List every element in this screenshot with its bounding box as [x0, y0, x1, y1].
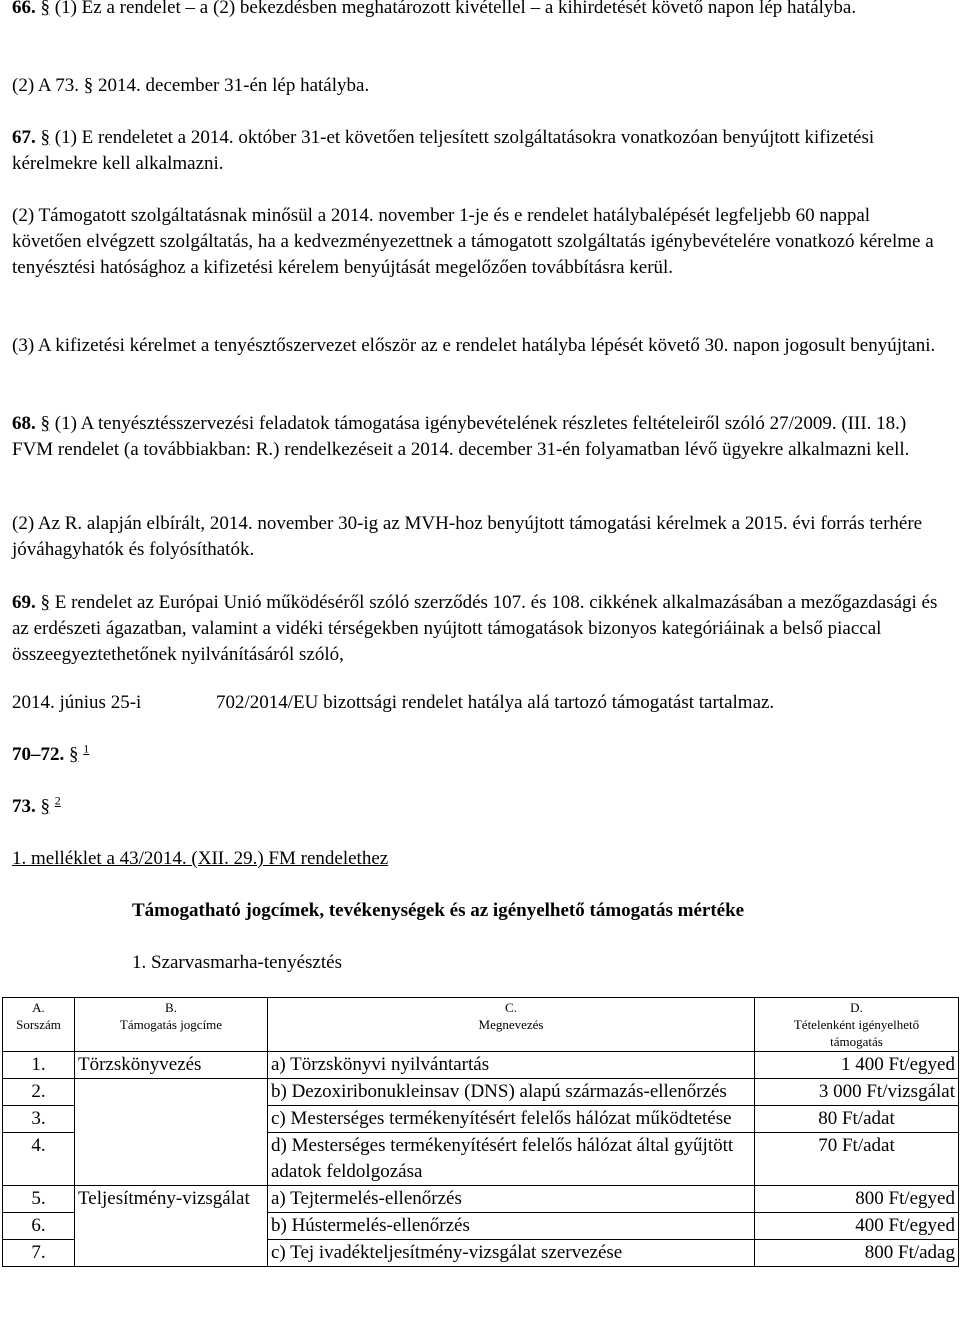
activity-name: a) Törzskönyvi nyilvántartás [268, 1052, 755, 1079]
annex-link[interactable]: 1. melléklet a 43/2014. (XII. 29.) FM rendelethez [12, 848, 389, 869]
support-title: Törzskönyvezés [75, 1052, 268, 1079]
activity-name: b) Hústermelés-ellenőrzés [268, 1213, 755, 1240]
section-number: 69. [12, 592, 36, 613]
column-header-d: D. Tételenként igényelhető támogatás [755, 998, 959, 1052]
row-number: 1. [3, 1052, 75, 1079]
paragraph-text: (1) Ez a rendelet – a (2) bekezdésben meghatározott kivétellel – a kihirdetését követő napon lép hatályba. [50, 0, 857, 18]
table-row [3, 1079, 959, 1106]
section-number: 68. [12, 413, 36, 434]
support-title-continued [75, 1079, 268, 1186]
paragraph-66-1 [12, 0, 944, 21]
table-row [3, 1052, 959, 1079]
support-amount: 1 400 Ft/egyed [755, 1052, 959, 1079]
paragraph-68-2: (2) Az R. alapján elbírált, 2014. november 30-ig az MVH-hoz benyújtott támogatási kérelmek a 2015. évi forrás terhére jóváhagyhatók és folyósíthatók. [12, 513, 923, 560]
section-number: 73. [12, 796, 36, 817]
activity-name: d) Mesterséges termékenyítésért felelős hálózat által gyűjtött adatok feldolgozása [268, 1133, 755, 1186]
footnote-link[interactable]: 1 [83, 741, 90, 756]
support-amount: 800 Ft/egyed [755, 1186, 959, 1213]
paragraph-66-2: (2) A 73. § 2014. december 31-én lép hatályba. [12, 75, 370, 96]
row-number: 3. [3, 1106, 75, 1133]
activity-name: b) Dezoxiribonukleinsav (DNS) alapú származás-ellenőrzés [268, 1079, 755, 1106]
support-amount: 3 000 Ft/vizsgálat [755, 1079, 959, 1106]
section-link[interactable]: § [69, 744, 79, 765]
paragraph-70-72 [12, 742, 944, 768]
support-table [2, 997, 959, 1267]
section-number: 66. [12, 0, 36, 18]
paragraph-68-1 [12, 411, 944, 463]
paragraph-69-date-line [12, 690, 944, 716]
regulation-date: 2014. június 25-i [12, 692, 142, 713]
activity-name: a) Tejtermelés-ellenőrzés [268, 1186, 755, 1213]
support-amount: 800 Ft/adag [755, 1240, 959, 1267]
row-number: 6. [3, 1213, 75, 1240]
paragraph-67-2: (2) Támogatott szolgáltatásnak minősül a 2014. november 1-je és e rendelet hatálybalépését legfeljebb 60 nappal követően elvégzett szolgáltatás, ha a kedvezményezettnek a támogatott szolgáltatás igénybevételére vonatkozó kérelme a tenyésztési hatósághoz a kifizetési kérelem benyújtását megelőzően továbbításra kerül. [12, 205, 934, 278]
row-number: 4. [3, 1133, 75, 1186]
column-header-b: B. Támogatás jogcíme [75, 998, 268, 1052]
paragraph-text: (1) E rendeletet a 2014. október 31-et követően teljesített szolgáltatásokra vonatkozóan benyújtott kifizetési kérelmekre kell alkalmazni. [12, 127, 875, 174]
table-header-row [3, 998, 959, 1052]
section-link[interactable]: § [40, 127, 50, 148]
paragraph-69 [12, 590, 944, 668]
support-title: Teljesítmény-vizsgálat [75, 1186, 268, 1267]
activity-name: c) Tej ivadékteljesítmény-vizsgálat szervezése [268, 1240, 755, 1267]
section-number: 67. [12, 127, 36, 148]
paragraph-text: (1) A tenyésztésszervezési feladatok támogatása igénybevételének részletes feltételeiről szóló 27/2009. (III. 18.) FVM rendelet (a továbbiakban: R.) rendelkezéseit a 2014. december 31-én folyamatban lévő ügyekre alkalmazni kell. [12, 413, 910, 460]
annex-title: Támogatható jogcímek, tevékenységek és az igényelhető támogatás mértéke [132, 900, 745, 921]
column-header-a: A. Sorszám [3, 998, 75, 1052]
section-number: 70–72. [12, 744, 65, 765]
paragraph-67-1 [12, 125, 944, 177]
regulation-text: 702/2014/EU bizottsági rendelet hatálya alá tartozó támogatást tartalmaz. [216, 692, 775, 713]
row-number: 2. [3, 1079, 75, 1106]
support-amount: 80 Ft/adat [755, 1106, 959, 1133]
activity-name: c) Mesterséges termékenyítésért felelős hálózat működtetése [268, 1106, 755, 1133]
table-row [3, 1186, 959, 1213]
section-link[interactable]: § [40, 796, 50, 817]
footnote-link[interactable]: 2 [54, 793, 61, 808]
row-number: 7. [3, 1240, 75, 1267]
support-amount: 70 Ft/adat [755, 1133, 959, 1186]
support-amount: 400 Ft/egyed [755, 1213, 959, 1240]
row-number: 5. [3, 1186, 75, 1213]
annex-subtitle: 1. Szarvasmarha-tenyésztés [132, 952, 342, 973]
section-link[interactable]: § [40, 0, 50, 18]
paragraph-67-3: (3) A kifizetési kérelmet a tenyésztőszervezet először az e rendelet hatályba lépését követő 30. napon jogosult benyújtani. [12, 335, 936, 356]
paragraph-73 [12, 794, 944, 820]
column-header-c: C. Megnevezés [268, 998, 755, 1052]
paragraph-text: E rendelet az Európai Unió működéséről szóló szerződés 107. és 108. cikkének alkalmazásában a mezőgazdasági és az erdészeti ágazatban, valamint a vidéki térségekben nyújtott támogatások bizonyos kategóriáinak a belső piaccal összeegyeztethetőnek nyilvánításáról szóló, [12, 592, 938, 665]
section-link[interactable]: § [40, 413, 50, 434]
section-link[interactable]: § [40, 592, 50, 613]
annex-link-paragraph [12, 846, 944, 872]
